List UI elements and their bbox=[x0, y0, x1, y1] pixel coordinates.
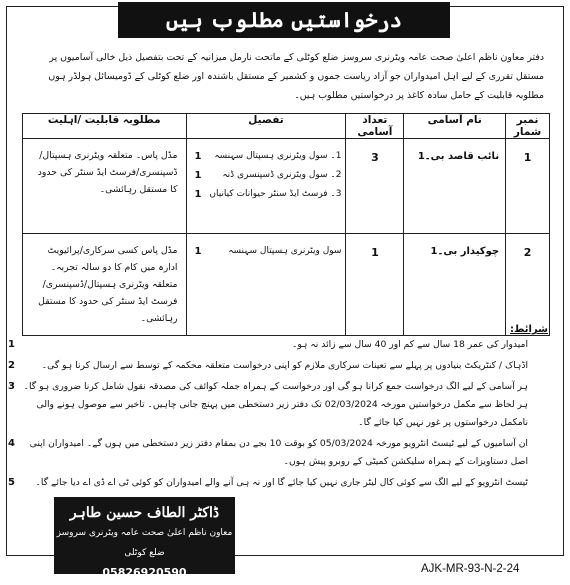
header-details: تفصیل bbox=[186, 114, 346, 139]
term-text: امیدوار کی عمر 18 سال سے کم اور 40 سال سے زائد نہ ہو۔ bbox=[291, 339, 528, 350]
term-text: اڈہاک / کنٹریکٹ بنیادوں پر پہلے سے تعینات سرکاری ملازم کو اپنی درخواست متعلقہ محکمہ کے توسط سے ارسال کرنا ہو گی۔ bbox=[41, 360, 528, 371]
header-post-count: تعداد آسامی bbox=[346, 114, 404, 139]
row-serial-number: 2 bbox=[506, 234, 550, 336]
row-details bbox=[186, 234, 346, 336]
row-qualification: مڈل پاس کسی سرکاری/پرائیویٹ ادارہ میں کام کا دو سالہ تجربہ۔ متعلقہ ویٹرنری ہسپتال/ڈسپنسری/فرسٹ ایڈ سنٹر کی حدود کا مستقل رہائشی۔ bbox=[23, 234, 187, 336]
detail-count: 1 bbox=[194, 170, 202, 181]
detail-text: 2۔ سول ویٹرنری ڈسپنسری ڈنہ bbox=[222, 170, 342, 180]
list-item bbox=[8, 435, 550, 471]
row-post-count: 3 bbox=[346, 139, 404, 234]
signatory-designation: معاون ناظم اعلیٰ صحت عامہ ویٹرنری سروسز ضلع کوٹلی bbox=[56, 528, 233, 558]
list-item bbox=[8, 378, 550, 432]
intro-paragraph: دفتر معاون ناظم اعلیٰ صحت عامہ ویٹرنری سروسز ضلع کوٹلی کے ماتحت نارمل میزانیہ کے تحت بتفصیل ذیل خالی آسامیوں پر مستقل تقرری کے لیے اہل امیدواران جو آزاد ریاست جموں و کشمیر کے مستقل باشندہ اور ضلع کوٹلی کے ڈومیسائل ہولڈر ہوں مطلوبہ قابلیت کے حامل سادہ کاغذ پر درخواستیں مطلوب ہیں۔ bbox=[48, 52, 544, 101]
detail-line bbox=[191, 166, 342, 185]
detail-line bbox=[191, 185, 342, 204]
reference-number: AJK-MR-93-N-2-24 bbox=[421, 563, 520, 575]
term-text: ان آسامیوں کے لیے ٹیسٹ انٹرویو مورخہ 05/03/2024 کو بوقت 10 بجے دن بمقام دفتر زیر دستخطی میں ہوں گے۔ امیدواران اپنی اصل دستاویزات کے ہمراہ سلیکشن کمیٹی کے روبرو پیش ہوں۔ bbox=[29, 438, 528, 467]
term-number: 1 bbox=[8, 339, 15, 350]
signatory-name: ڈاکٹر الطاف حسین طاہر bbox=[69, 505, 220, 521]
row-post-count: 1 bbox=[346, 234, 404, 336]
row-details bbox=[186, 139, 346, 234]
signatory-phone: 05826920590 bbox=[102, 566, 187, 579]
terms-heading: شرائط: bbox=[510, 324, 548, 335]
term-number: 2 bbox=[8, 360, 15, 371]
table-row bbox=[23, 139, 550, 234]
row-post-name: نائب قاصد بی۔1 bbox=[404, 139, 506, 234]
term-number: 5 bbox=[8, 477, 15, 488]
row-post-name: چوکیدار بی۔1 bbox=[404, 234, 506, 336]
row-serial-number: 1 bbox=[506, 139, 550, 234]
detail-count: 1 bbox=[194, 246, 202, 257]
header-qualification: مطلوبہ قابلیت /اہلیت bbox=[23, 114, 187, 139]
vacancy-table bbox=[22, 113, 550, 336]
detail-line bbox=[191, 147, 342, 166]
term-number: 3 bbox=[8, 381, 15, 392]
list-item bbox=[8, 336, 550, 354]
header-serial-number: نمبر شمار bbox=[506, 114, 550, 139]
term-number: 4 bbox=[8, 438, 15, 449]
detail-line bbox=[191, 242, 342, 261]
detail-text: 3۔ فرسٹ ایڈ سنٹر حیوانات کیانیاں bbox=[209, 189, 342, 199]
detail-count: 1 bbox=[194, 189, 202, 200]
row-qualification: مڈل پاس۔ متعلقہ ویٹرنری ہسپتال/ڈسپنسری/فرسٹ ایڈ سنٹر کی حدود کا مستقل رہائشی۔ bbox=[23, 139, 187, 234]
table-row bbox=[23, 234, 550, 336]
term-text: ہر آسامی کے لیے الگ درخواست جمع کرانا ہو گی اور درخواست کے ہمراہ جملہ کوائف کی مصدقہ نقول شامل کرنا ضروری ہو گا۔ ہر لحاظ سے مکمل درخواستیں مورخہ 02/03/2024 تک دفتر زیر دستخطی میں پہنچ جانی چاہیں۔ تاخیر سے موصول ہونے والی نامکمل درخواستوں پر غور نہیں کیا جائے گا۔ bbox=[23, 381, 528, 428]
advertisement-title: درخواستیں مطلوب ہیں bbox=[118, 2, 450, 38]
list-item bbox=[8, 357, 550, 375]
list-item bbox=[8, 474, 550, 492]
detail-text: سول ویٹرنری ہسپتال سہنسہ bbox=[228, 246, 342, 256]
table-header-row bbox=[23, 114, 550, 139]
detail-count: 1 bbox=[194, 151, 202, 162]
terms-list bbox=[8, 336, 550, 495]
term-text: ٹیسٹ انٹرویو کے لیے الگ سے کوئی کال لیٹر جاری نہیں کیا جائے گا اور نہ ہی آنے والے امیدواران کو کوئی ٹی اے ڈی اے دیا جائے گا۔ bbox=[35, 477, 528, 488]
header-post-name: نام آسامی bbox=[404, 114, 506, 139]
signature-block bbox=[54, 497, 235, 579]
detail-text: 1۔ سول ویٹرنری ہسپتال سہنسہ bbox=[214, 151, 342, 161]
